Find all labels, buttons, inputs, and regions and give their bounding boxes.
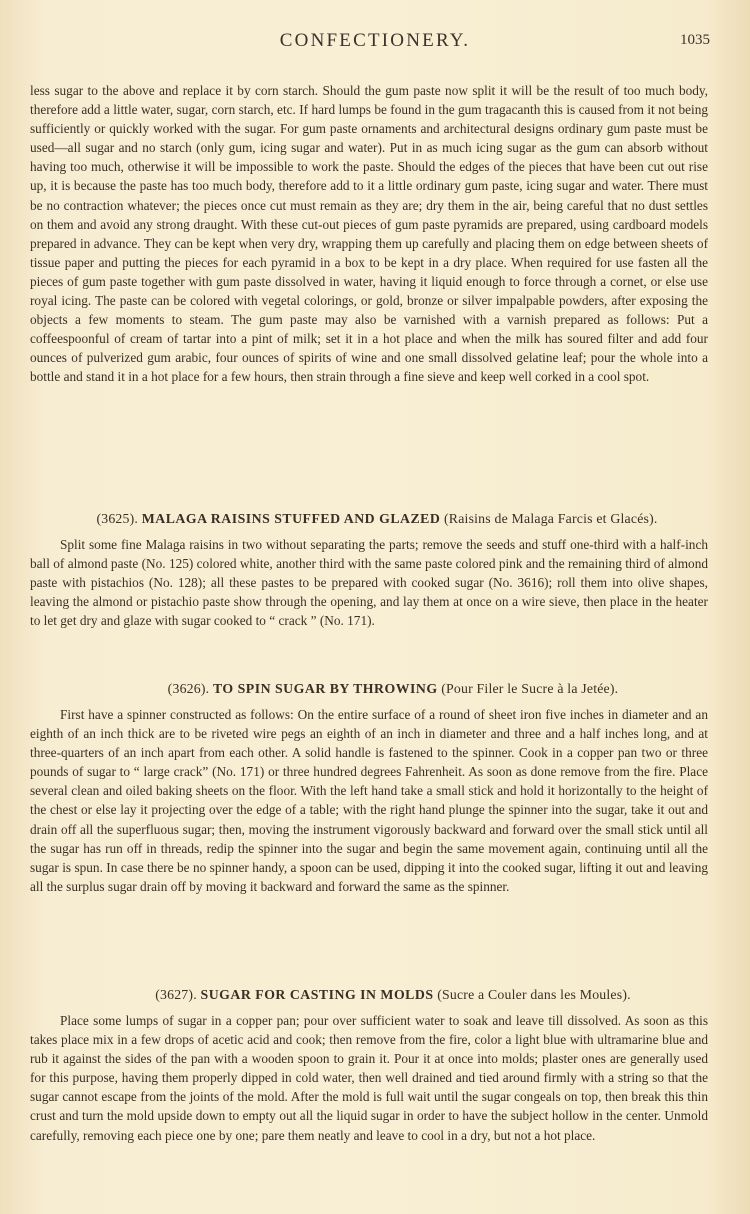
recipe-title: MALAGA RAISINS STUFFED AND GLAZED bbox=[141, 511, 441, 526]
recipe-title: SUGAR FOR CASTING IN MOLDS bbox=[200, 987, 434, 1002]
recipe-text-3627: Place some lumps of sugar in a copper pan; pour over sufficient water to soak and leave till dissolved. As soon as this takes place mix in a few drops of acetic acid and cook; then remove from the fire, color a light blue with ultramarine blue and rub it against the sides of the pan with a wooden spoon to grain it. Pour it at once into molds; plaster ones are generally used for this purpose, having them properly dipped in cold water, then well drained and tied around firmly with a string so that the sugar cannot escape from the joints of the mold. After the mold is full wait until the sugar congeals on top, then break this thin crust and turn the mold upside down to empty out all the liquid sugar in order to have the subject hollow in the center. Unmold carefully, removing each piece one by one; pare them neatly and leave to cool in a dry, but not a hot place. bbox=[30, 1013, 708, 1143]
recipe-french-title: (Pour Filer le Sucre à la Jetée). bbox=[441, 681, 619, 696]
recipe-french-title: (Sucre a Couler dans les Moules). bbox=[437, 987, 631, 1002]
recipe-number: (3625). bbox=[96, 511, 139, 526]
recipe-number: (3627). bbox=[155, 987, 197, 1002]
recipe-heading-3627 bbox=[18, 987, 750, 1003]
recipe-heading-3626 bbox=[18, 681, 750, 697]
page-number: 1035 bbox=[680, 32, 710, 48]
continued-paragraph: less sugar to the above and replace it by corn starch. Should the gum paste now split it will be the result of too much body, therefore add a little water, sugar, corn starch, etc. If hard lumps be found in the gum tragacanth this is caused from it not being sufficiently or quickly worked with the sugar. For gum paste ornaments and architectural designs ordinary gum paste must be used—all sugar and no starch (only gum, icing sugar and water). Put in as much icing sugar as the gum can absorb without having too much, otherwise it will be impossible to work the paste. Should the edges of the pieces that have been cut out rise up, it is because the paste has too much body, therefore add to it a little ordinary gum paste, icing sugar and water. There must be no contraction whatever; the pieces once cut must remain as they are; dry them in the air, being careful that no dust settles on them and avoid any strong draught. With these cut-out pieces of gum paste pyramids are prepared, using cardboard models prepared in advance. They can be kept when very dry, wrapping them up carefully and placing them on edge between sheets of tissue paper and putting the pieces for each pyramid in a box to be kept in a dry place. When required for use fasten all the pieces of gum paste together with gum paste dissolved in water, having it liquid enough to force through a cornet, or else use royal icing. The paste can be colored with vegetal colorings, or gold, bronze or silver impalpable powders, after exposing the objects a few moments to steam. The gum paste may also be varnished with a varnish prepared as follows: Put a coffeespoonful of cream of tartar into a pint of milk; set it in a hot place and when the milk has soured filter and add four ounces of pulverized gum arabic, four ounces of spirits of wine and one small dissolved gelatine leaf; pour the whole into a bottle and stand it in a hot place for a few hours, then strain through a fine sieve and keep well corked in a cool spot. bbox=[30, 83, 708, 385]
recipe-text-3625: Split some fine Malaga raisins in two without separating the parts; remove the seeds and stuff one-third with a half-inch ball of almond paste (No. 125) colored white, another third with the same paste colored pink and the remaining third of almond paste with pistachios (No. 128); all these pastes to be prepared with cooked sugar (No. 3616); roll them into olive shapes, leaving the almond or pistachio paste show through the opening, and lay them at once on a wire sieve, then place in the heater to let get dry and glaze with sugar cooked to “ crack ” (No. 171). bbox=[30, 537, 708, 629]
recipe-number: (3626). bbox=[167, 681, 210, 696]
running-title: CONFECTIONERY. bbox=[279, 30, 471, 51]
recipe-french-title: (Raisins de Malaga Farcis et Glacés). bbox=[444, 511, 658, 526]
running-head bbox=[0, 30, 750, 56]
recipe-title: TO SPIN SUGAR BY THROWING bbox=[212, 681, 438, 696]
recipe-heading-3625 bbox=[2, 511, 750, 527]
recipe-text-3626: First have a spinner constructed as follows: On the entire surface of a round of sheet iron five inches in diameter and an eighth of an inch thick are to be riveted wire pegs an eighth of an inch in diameter and three and a half inches long, and at three-quarters of an inch apart from each other. A solid handle is fastened to the spinner. Cook in a copper pan two or three pounds of sugar to “ large crack” (No. 171) or three hundred degrees Fahrenheit. As soon as done remove from the fire. Place several clean and oiled baking sheets on the floor. With the left hand take a small stick and hold it horizontally to the height of the chest or else lay it projecting over the edge of a table; with the right hand plunge the spinner into the sugar, take it out and drain off all the superfluous sugar; then, moving the instrument vigorously backward and forward over the small stick until all the sugar has run off in threads, redip the spinner into the sugar and begin the same movement again, continuing until all the sugar is spun. In case there be no spinner handy, a spoon can be used, dipping it into the cooked sugar, lifting it out and leaving all the surplus sugar drain off by moving it backward and forward the same as the spinner. bbox=[30, 707, 708, 894]
